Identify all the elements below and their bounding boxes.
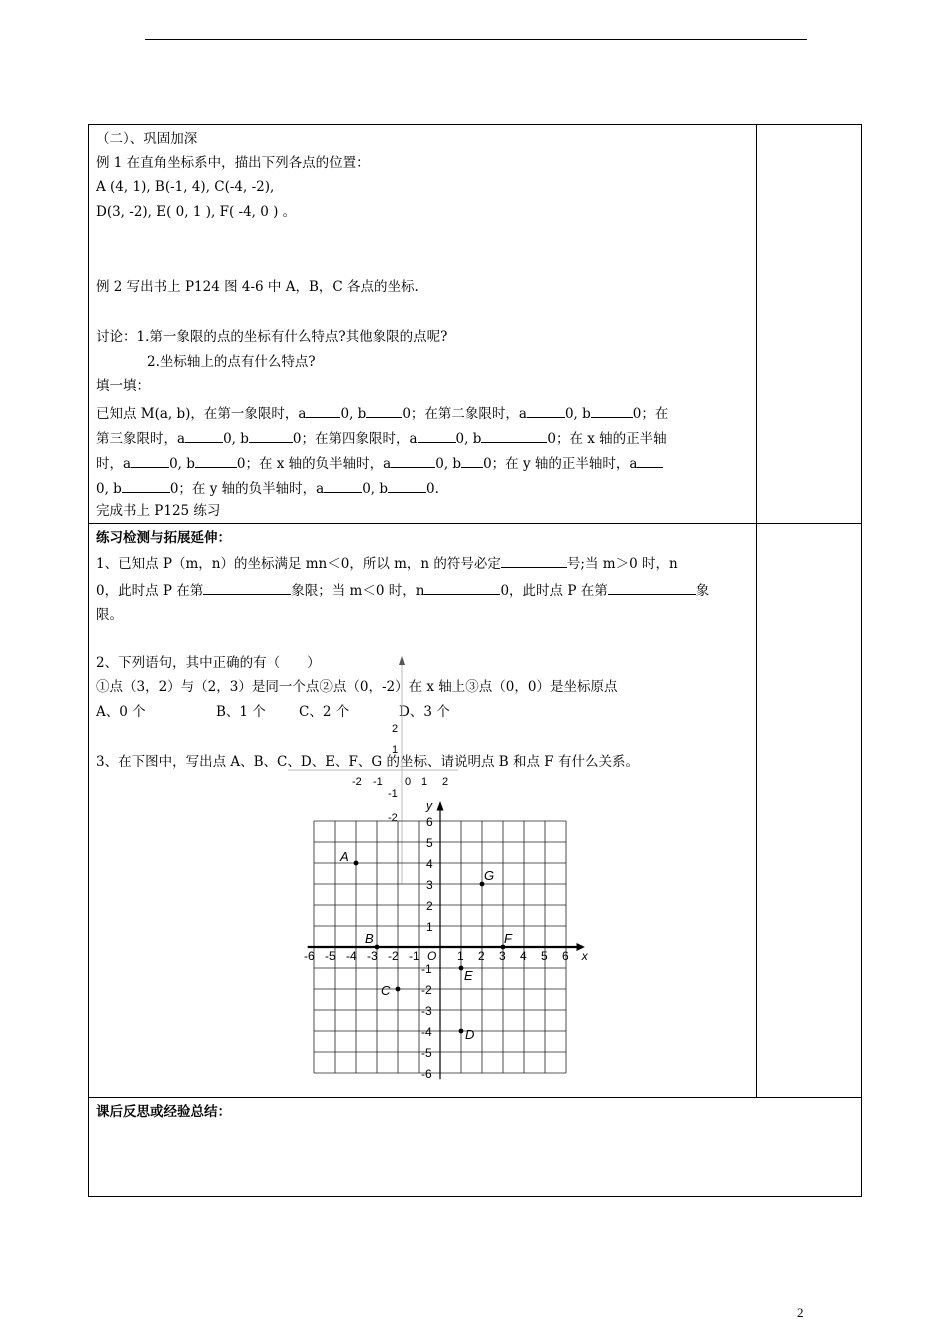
reflection-title: 课后反思或经验总结： (96, 1104, 231, 1120)
y-tick-label: 4 (426, 857, 433, 871)
question1-line2: 0，此时点 P 在第 象限；当 m＜0 时，n 0，此时点 P 在第 象 (96, 580, 709, 600)
y-tick-label: -1 (421, 962, 432, 976)
point-label-b: B (365, 931, 374, 946)
x-tick-label: -4 (346, 949, 357, 963)
page-number: 2 (797, 1305, 804, 1320)
fill-line-3: 时，a 0, b 0；在 x 轴的负半轴时，a 0, b 0；在 y 轴的正半轴时，a (96, 453, 663, 473)
question2-statements: ①点（3，2）与（2，3）是同一个点②点（0，-2）在 x 轴上③点（0，0）是坐标原点 (96, 679, 618, 695)
point-c (396, 987, 401, 992)
y-tick-label: -5 (421, 1046, 432, 1060)
example2: 例 2 写出书上 P124 图 4-6 中 A，B，C 各点的坐标. (96, 279, 419, 295)
practice-side-cell (756, 523, 862, 1098)
fill-line-1: 已知点 M(a, b)，在第一象限时，a 0, b 0；在第二象限时，a 0, b 0；在 (96, 403, 668, 423)
y-axis-arrow (437, 801, 444, 810)
small-y-label-m2: -2 (388, 812, 398, 824)
point-d (459, 1029, 464, 1034)
example1-points-line2: D(3, -2), E( 0, 1 ), F( -4, 0 ) 。 (96, 204, 297, 220)
y-tick-label: 1 (426, 920, 433, 934)
point-e (459, 966, 464, 971)
point-b (375, 945, 380, 950)
point-a (354, 861, 359, 866)
question1-line1: 1、已知点 P（m，n）的坐标满足 mn＜0，所以 m，n 的符号必定 号;当 m＞0 时，n (96, 553, 678, 573)
point-label-c: C (381, 983, 391, 998)
y-tick-label: -3 (421, 1004, 432, 1018)
x-tick-label: -2 (388, 949, 399, 963)
point-label-f: F (504, 931, 512, 946)
question2-option-d: D、3 个 (399, 704, 450, 720)
small-x-label-1: 1 (421, 776, 428, 788)
small-x-label-0: 0 (405, 776, 412, 788)
x-tick-label: -1 (409, 949, 420, 963)
fill-title: 填一填： (96, 378, 150, 394)
y-tick-label: 5 (426, 836, 433, 850)
point-label-e: E (464, 968, 473, 983)
y-axis-label: y (426, 798, 432, 813)
question3: 3、在下图中，写出点 A、B、C、D、E、F、G 的坐标、请说明点 B 和点 F 有什么关系。 (96, 754, 639, 770)
section2-side-cell (756, 124, 862, 524)
header-rule (145, 39, 807, 40)
example1-points-line1: A (4, 1), B(-1, 4), C(-4, -2), (96, 179, 275, 195)
question2-option-b: B、1 个 (216, 704, 266, 720)
origin-label: O (427, 949, 437, 963)
small-y-label-1: 1 (392, 744, 399, 756)
y-tick-label: -2 (421, 983, 432, 997)
y-tick-label: 2 (426, 899, 433, 913)
fill-line-4: 0, b 0；在 y 轴的负半轴时，a 0, b 0. (96, 478, 439, 498)
x-axis-label: x (581, 949, 588, 963)
small-x-label-m1: -1 (373, 776, 383, 788)
x-tick-label: 3 (499, 949, 506, 963)
point-label-g: G (484, 868, 495, 883)
coordinate-grid (300, 795, 600, 1085)
small-y-label-2: 2 (392, 723, 399, 735)
practice-title: 练习检测与拓展延伸： (96, 530, 231, 546)
x-tick-label: 1 (457, 949, 464, 963)
question2-option-c: C、2 个 (299, 704, 350, 720)
x-tick-label: 2 (478, 949, 485, 963)
y-tick-label: 6 (426, 815, 433, 829)
y-tick-label: -4 (421, 1025, 432, 1039)
x-tick-label: 6 (562, 949, 569, 963)
point-label-d: D (465, 1027, 475, 1042)
question2-option-a: A、0 个 (96, 704, 146, 720)
small-x-label-m2: -2 (352, 776, 362, 788)
x-tick-label: -3 (367, 949, 378, 963)
complete-exercise: 完成书上 P125 练习 (96, 503, 221, 519)
question1-line3: 限。 (96, 607, 123, 623)
point-label-a: A (340, 849, 349, 864)
y-tick-label: -6 (421, 1067, 432, 1081)
discussion-2: 2.坐标轴上的点有什么特点? (147, 354, 316, 370)
fill-line-2: 第三象限时，a 0, b 0；在第四象限时，a 0, b 0；在 x 轴的正半轴 (96, 428, 667, 448)
x-tick-label: 4 (520, 949, 527, 963)
x-tick-label: 5 (541, 949, 548, 963)
section2-title: （二）、巩固加深 (96, 131, 198, 147)
x-tick-label: -5 (325, 949, 336, 963)
question2-title: 2、下列语句，其中正确的有（ ） (96, 655, 321, 671)
discussion-1: 讨论：1.第一象限的点的坐标有什么特点?其他象限的点呢? (96, 329, 448, 345)
x-tick-label: -6 (304, 949, 315, 963)
example1-title: 例 1 在直角坐标系中，描出下列各点的位置： (96, 155, 370, 171)
y-tick-label: 3 (426, 878, 433, 892)
small-x-label-2: 2 (442, 776, 449, 788)
small-y-label-m1: -1 (388, 788, 398, 800)
